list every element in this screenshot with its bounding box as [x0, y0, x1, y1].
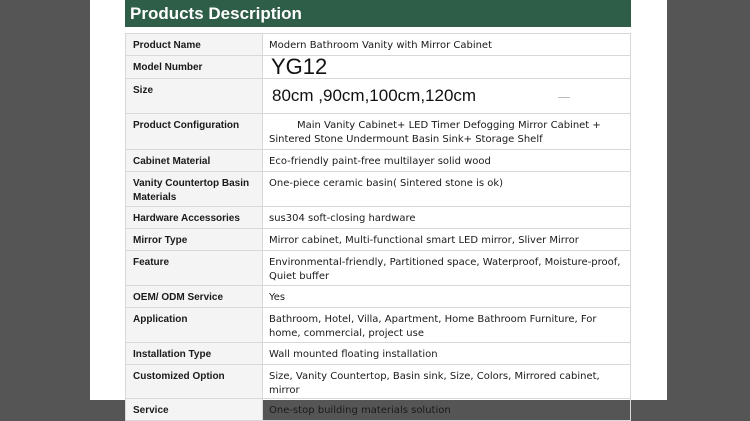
model-number-value: YG12	[271, 54, 328, 79]
row-label: Size	[126, 79, 263, 114]
section-title: Products Description	[125, 0, 631, 27]
spec-table	[125, 33, 631, 421]
table-row	[126, 343, 631, 365]
row-value: One-piece ceramic basin( Sintered stone is ok)	[263, 172, 631, 207]
divider	[558, 97, 570, 98]
row-label: Feature	[126, 251, 263, 286]
row-label: Cabinet Material	[126, 150, 263, 172]
row-value: Environmental-friendly, Partitioned space, Waterproof, Moisture-proof, Quiet buffer	[263, 251, 631, 286]
row-label: Product Configuration	[126, 114, 263, 150]
config-value: Main Vanity Cabinet+ LED Timer Defogging Mirror Cabinet + Sintered Stone Undermount Basin Sink+ Storage Shelf	[269, 120, 601, 145]
row-label: Vanity Countertop Basin Materials	[126, 172, 263, 207]
row-value: Size, Vanity Countertop, Basin sink, Size, Colors, Mirrored cabinet, mirror	[263, 365, 631, 399]
row-label: Hardware Accessories	[126, 207, 263, 229]
row-value	[263, 56, 631, 79]
row-label: Service	[126, 399, 263, 421]
row-value: sus304 soft-closing hardware	[263, 207, 631, 229]
row-value: Modern Bathroom Vanity with Mirror Cabinet	[263, 34, 631, 56]
table-row	[126, 251, 631, 286]
table-row	[126, 286, 631, 308]
row-value	[263, 79, 631, 114]
table-row	[126, 79, 631, 114]
row-label: OEM/ ODM Service	[126, 286, 263, 308]
table-row	[126, 229, 631, 251]
row-label: Application	[126, 308, 263, 343]
table-row	[126, 150, 631, 172]
table-row	[126, 34, 631, 56]
product-sheet	[90, 0, 667, 416]
row-value: Bathroom, Hotel, Villa, Apartment, Home Bathroom Furniture, For home, commercial, project use	[263, 308, 631, 343]
row-label: Mirror Type	[126, 229, 263, 251]
row-value	[263, 114, 631, 150]
table-row	[126, 399, 631, 421]
row-label: Product Name	[126, 34, 263, 56]
row-value: Wall mounted floating installation	[263, 343, 631, 365]
table-row	[126, 365, 631, 399]
row-value: Mirror cabinet, Multi-functional smart LED mirror, Sliver Mirror	[263, 229, 631, 251]
table-row	[126, 308, 631, 343]
table-row	[126, 56, 631, 79]
size-value: 80cm ,90cm,100cm,120cm	[272, 86, 477, 105]
table-row	[126, 172, 631, 207]
row-value: Eco-friendly paint-free multilayer solid wood	[263, 150, 631, 172]
row-label: Installation Type	[126, 343, 263, 365]
table-row	[126, 207, 631, 229]
row-label: Customized Option	[126, 365, 263, 399]
row-label: Model Number	[126, 56, 263, 79]
row-value: Yes	[263, 286, 631, 308]
table-row	[126, 114, 631, 150]
row-value: One-stop building materials solution	[263, 399, 631, 421]
